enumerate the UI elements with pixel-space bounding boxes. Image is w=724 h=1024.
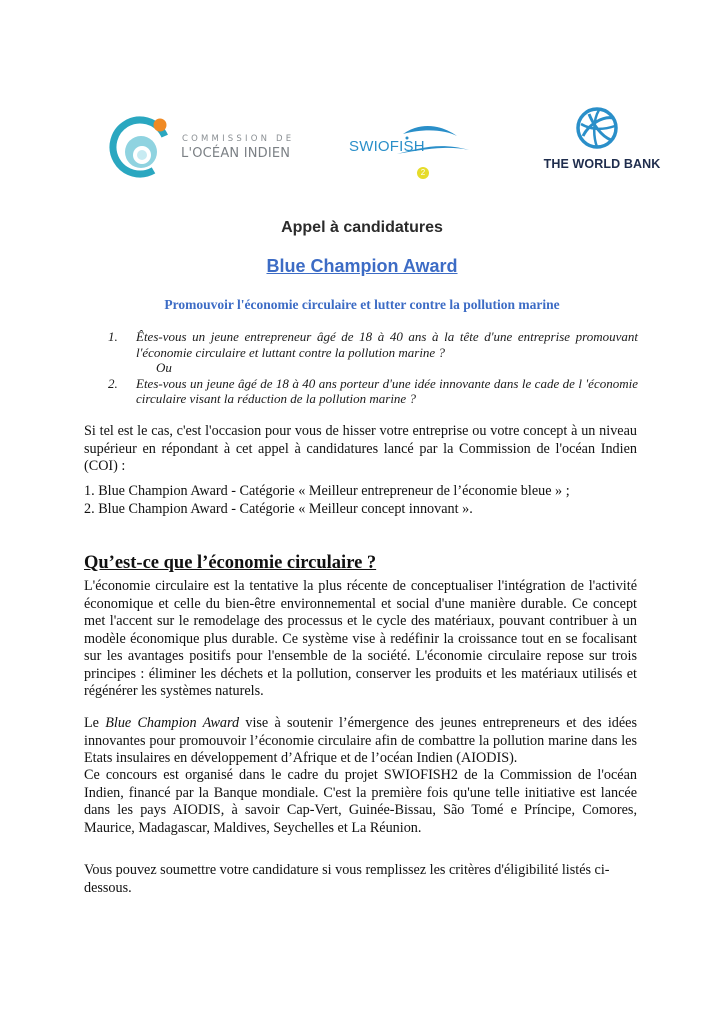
coi-name-line1: COMMISSION DE — [182, 134, 295, 144]
award-paragraph-rest: vise à soutenir l’émergence des jeunes entrepreneurs et des idées innovantes pour promouvoir l’économie circulaire afin de combattre la pollution marine dans les Etats insulaires en développement d’Afrique et de l’océan Indien (AIODIS). — [84, 715, 637, 766]
award-name-italic: Blue Champion Award — [105, 715, 240, 731]
or-separator: Ou — [156, 360, 172, 375]
question-text: Etes-vous un jeune âgé de 18 à 40 ans porteur d'une idée innovante dans le cade de l 'économie circulaire visant la réduction de la pollution marine ? — [136, 375, 638, 406]
question-text: Êtes-vous un jeune entrepreneur âgé de 18 à 40 ans à la tête d'une entreprise promouvant l'économie circulaire et luttant contre la pollution marine ? — [136, 329, 638, 360]
section-heading: Qu’est-ce que l’économie circulaire ? — [84, 553, 377, 573]
category-item: 2. Blue Champion Award - Catégorie « Meilleur concept innovant ». — [84, 500, 473, 517]
swiofish-badge: 2 — [417, 167, 429, 179]
question-number: 1. — [108, 329, 118, 344]
coi-name-line2: L'OCÉAN INDIEN — [181, 146, 291, 161]
award-paragraph — [84, 715, 637, 768]
page-title: Appel à candidatures — [281, 219, 443, 236]
swiofish-logo — [345, 112, 470, 177]
swiofish-name: SWIOFISH — [349, 138, 425, 155]
circular-economy-paragraph: L'économie circulaire est la tentative la plus récente de conceptualiser l'intégration de l'activité économique et celle du bien-être environnemental et social d'une manière durable. Ce concept met l'accent sur le remodelage des processus et le cycle des matériaux, pouvant contribuer à un modèle économique plus durable. Ce système vise à redéfinir la croissance tout en se focalisant sur les avantages positifs pour l'ensemble de la société. L'économie circulaire repose sur trois principes : éliminer les déchets et la pollution, conserver les produits et les matériaux utilisés et régénérer les systèmes naturels. — [84, 578, 637, 699]
award-categories — [84, 483, 637, 518]
question-item — [108, 376, 638, 407]
intro-paragraph: Si tel est le cas, c'est l'occasion pour vous de hisser votre entreprise ou votre concept à un niveau supérieur en répondant à cet appel à candidatures lancé par la Commission de l'océan Indien (COI) : — [84, 423, 637, 474]
world-bank-logo — [540, 106, 670, 176]
world-bank-name: THE WORLD BANK — [543, 157, 661, 171]
globe-icon — [575, 106, 619, 150]
award-paragraph-prefix: Le — [84, 715, 106, 731]
question-item — [108, 329, 638, 360]
contest-paragraph: Ce concours est organisé dans le cadre du projet SWIOFISH2 de la Commission de l'océan Indien, financé par la Banque mondiale. C'est la première fois qu'une telle initiative est lancée dans les pays AIODIS, à savoir Cap-Vert, Guinée-Bissau, São Tomé e Príncipe, Comores, Maurice, Madagascar, Maldives, Seychelles et La Réunion. — [84, 767, 637, 836]
question-number: 2. — [108, 375, 118, 391]
coi-emblem-icon — [108, 112, 174, 178]
coi-logo — [108, 112, 328, 178]
subtitle: Promouvoir l'économie circulaire et lutter contre la pollution marine — [164, 297, 560, 312]
submission-paragraph: Vous pouvez soumettre votre candidature si vous remplissez les critères d'éligibilité listés ci-dessous. — [84, 862, 610, 896]
category-item: 1. Blue Champion Award - Catégorie « Meilleur entrepreneur de l’économie bleue » ; — [84, 483, 570, 499]
award-title: Blue Champion Award — [266, 256, 458, 276]
eligibility-questions — [108, 329, 638, 407]
